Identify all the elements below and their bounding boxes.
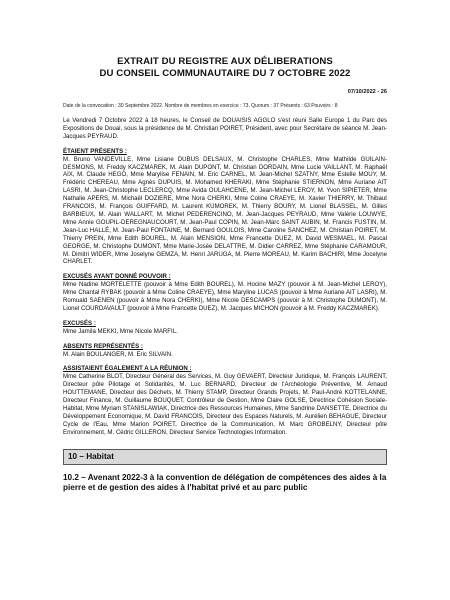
pouvoir-heading: EXCUSÉS AYANT DONNÉ POUVOIR : (63, 273, 171, 281)
title-line-2: DU CONSEIL COMMUNAUTAIRE DU 7 OCTOBRE 2022 (99, 67, 351, 79)
intro-paragraph: Le Vendredi 7 Octobre 2022 à 18 heures, le Conseil de DOUAISIS AGGLO s'est réuni Salle Europe 1 du Parc des Expositions de Douai, sous la présidence de M. Christian POIRET, Président, avec pour Secrétaire de séance M. Jean-Jacques PEYRAUD. (63, 117, 387, 140)
presents-list: M. Bruno VANDEVILLE, Mme Lisiane DUBUS DELSAUX, M. Christophe CHARLES, Mme Mathilde GUILAIN-DESMONS, M. Freddy KACZMAREK, M. Alain DUPONT, M. Christian DORDAIN, Mme Lucie VAILLANT, M. Raphaël AIX, M. Claude HEGO, Mme Marylise FENAIN, M. Eric CARNEL, M. Jean-Michel SZATNY, Mme Estelle MOUY, M. Frédéric CHEREAU, Mme Agnès DUPUIS, M. Mohamed KHERAKI, Mme Stéphanie STIERNON, Mme Auriane AIT LASRI, M. Jean-Christophe LECLERCQ, Mme Avida OULAHCENE, M. Jean-Michel LEROY, M. Yvon SIPIETER, Mme Nathalie APERS, M. Michaël DOZIERE, Mme Nora CHERKI, Mme Coline CRAEYE, M. Xavier THIERRY, M. Thibaut FRANCOIS, M. François GUIFFARD, M. Laurent KUMOREK, M. Thierry BOURY, M. Lionel BLASSEL, M. Gilles BARBIEUX, M. Alain WALLART, M. Michel PEDERENCINO, M. Jean-Jacques PEYRAUD, Mme Valérie LOUWYE, Mme Annie GOUPIL-DEREGNAUCOURT, M. Jean-Paul COPIN, M. Jean-Marc SAINT AUBIN, M. Francis FUSTIN, M. Jean-Luc HALLÉ, M. Jean-Paul FONTAINE, M. Bernard GOULOIS, Mme Caroline SANCHEZ, M. Christian POIRET, M. Thierry PREIN, Mme Edith BOUREL, M. Alain MENSION, Mme Francette DUEZ, M. David WESMAEL, M. Pascal GEORGE, M. Christophe DUMONT, Mme Marie-Josée DELATTRE, M. Didier CARREZ, Mme Stéphanie CARAMOUR, M. Dimitri WIDER, Mme Joselyne GEMZA, M. Henri JARUGA, M. Pierre MOREAU, M. Karim BACHIRI, Mme Jocelyne CHARLET. (63, 155, 387, 266)
assistaient-list: Mme Catherine BLOT, Directeur Général des Services, M. Guy GEVAERT, Directeur Juridique, M. François LAURENT, Directeur pôle Pilotage et Solidarités, M. Luc BERNARD, Directeur de l'Archéologie Préventive, M. Arnaud HOUTTEMANE, Directeur des Déchets, M. Thierry STAMP, Directeur Grands Projets, M. Paul-André KOTTELANNE, Directeur Finance, M. Guillaume BOUQUET, Contrôleur de Gestion, Mme Claire GOLSE, Directrice Cohésion Sociale-Habitat, Mme Myriam STANISLAWIAK, Directrice des Ressources Humaines, Mme Sandrine DANSETTE, Directrice du Développement Economique, M. David FRANCOIS, Directeur des Espaces Naturels, M. Aurélien BEHAGUE, Directeur Cycle de l'Eau, Mme Marion POIRET, Directrice de la Communication, M. Marc GROBELNY, Directeur pôle Environnement, M. Cédric GILLERON, Directeur Service Technologies Information. (63, 373, 387, 436)
agenda-item-title: 10.2 – Avenant 2022-3 à la convention de délégation de compétences des aides à la pierre et de gestion des aides à l'habitat privé et au parc public (63, 472, 387, 493)
pouvoir-list: Mme Nadine MORTELETTE (pouvoir à Mme Edith BOUREL), M. Hocine MAZY (pouvoir à M. Jean-Michel LEROY), Mme Chantal RYBAK (pouvoir à Mme Coline CRAEYE), Mme Maryline LUCAS (pouvoir à Mme Auriane AIT LASRI), M. Romuald SAENEN (pouvoir à Mme Nora CHERKI), Mme Nicole DESCAMPS (pouvoir à M. Christophe DUMONT), M. Lionel COURDAVAULT (pouvoir à Mme Francette DUEZ), M. Jacques MICHON (pouvoir à M. Freddy KACZMAREK). (63, 281, 387, 312)
representes-heading: ABSENTS REPRÉSENTÉS : (63, 342, 143, 350)
excuses-list: Mme Jamila MEKKI, Mme Nicole MARFIL. (63, 327, 178, 335)
section-bar-habitat: 10 – Habitat (63, 449, 387, 465)
presents-heading: ÉTAIENT PRÉSENTS : (63, 147, 127, 155)
representes-list: M. Alain BOULANGER, M. Eric SILVAIN. (63, 350, 173, 358)
document-title (63, 0, 387, 79)
convocation-meta: Date de la convocation : 30 Septembre 2022. Nombre de membres en exercice : 73. Quorum : 37 Présents : 63 Pouvoirs : 8 (63, 103, 338, 109)
excuses-heading: EXCUSÉS : (63, 319, 96, 327)
assistaient-heading: ASSISTAIENT ÉGALEMENT A LA RÉUNION : (63, 365, 192, 373)
title-line-1: EXTRAIT DU REGISTRE AUX DÉLIBERATIONS (117, 56, 333, 67)
deliberation-ref: 07/10/2022 - 26 (347, 89, 387, 95)
